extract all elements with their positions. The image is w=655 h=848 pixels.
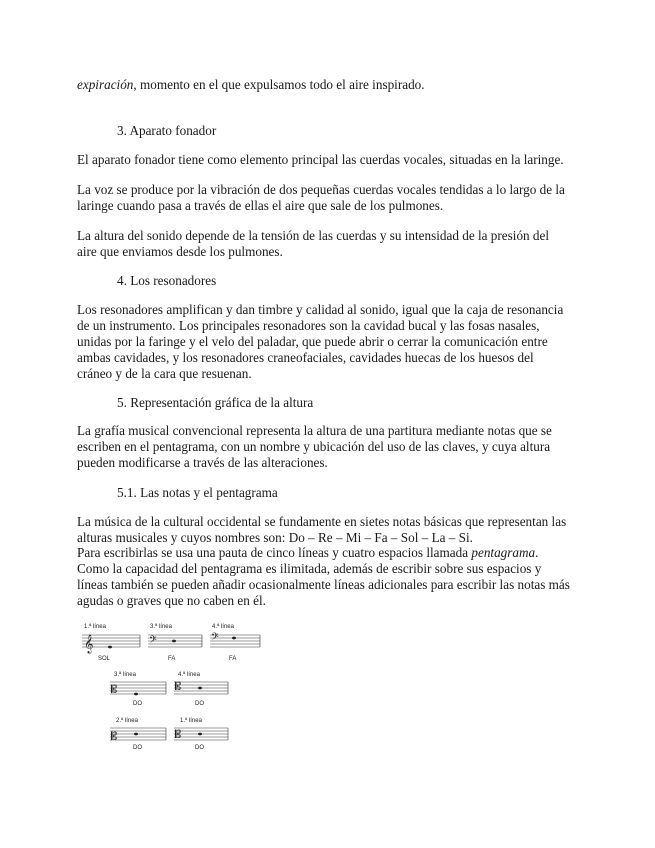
section5-p1-l2: escriben en el pentagrama, con un nombre y ubicación del uso de las claves, y cuya altura xyxy=(77,439,551,454)
section3-heading: 3. Aparato fonador xyxy=(117,123,217,138)
section4-p1-l1: Los resonadores amplifican y dan timbre y calidad al sonido, igual que la caja de resonancia xyxy=(77,302,564,317)
bass-clef-icon: 𝄢 xyxy=(149,634,157,648)
note-head xyxy=(198,733,202,736)
note-name: FA xyxy=(229,656,237,662)
intro-italic: expiración xyxy=(77,77,134,92)
stave-c-do2 xyxy=(110,717,166,751)
note-head xyxy=(134,733,138,736)
section4-p1-l3: unidas por la faringe y el velo del paladar, que puede abrir o cerrar la comunicación entre xyxy=(77,334,548,349)
section51-p3-l1: Como la capacidad del pentagrama es ilimitada, además de escribir sobre sus espacios y xyxy=(77,561,542,576)
intro-line xyxy=(77,77,425,93)
section51-p2-after: . xyxy=(535,545,539,560)
c-clef-icon: 𝄡 xyxy=(111,684,118,696)
stave-c-do4 xyxy=(174,671,228,707)
stave-label: 2.ª línea xyxy=(116,718,138,724)
note-head xyxy=(108,646,112,649)
section4-p1-l4: ambas cavidades, y los resonadores craneofaciales, cavidades huecas de los huesos del xyxy=(77,350,534,365)
note-head xyxy=(232,637,236,640)
c-clef-icon: 𝄡 xyxy=(111,731,118,743)
stave-bass-fa4 xyxy=(210,623,260,662)
note-name: FA xyxy=(168,656,176,662)
note-name: DO xyxy=(133,745,142,751)
section51-heading: 5.1. Las notas y el pentagrama xyxy=(117,485,278,500)
stave-label: 3.ª línea xyxy=(150,624,172,630)
section4-heading: 4. Los resonadores xyxy=(117,273,217,288)
section3-p2-l2: laringe cuando pasa a través de ellas el aire que sale de los pulmones. xyxy=(77,198,444,213)
section51-p1-l2: alturas musicales y cuyos nombres son: Do – Re – Mi – Fa – Sol – La – Si. xyxy=(77,530,473,545)
c-clef-icon: 𝄡 xyxy=(175,681,182,693)
stave-label: 1.ª línea xyxy=(180,718,202,724)
section4-p1-l5: cráneo y de la cara que resuenan. xyxy=(77,366,252,381)
section4-p1-l2: de un instrumento. Los principales resonadores son la cavidad bucal y las fosas nasales, xyxy=(77,318,540,333)
intro-rest: , momento en el que expulsamos todo el aire inspirado. xyxy=(133,77,425,92)
section51-p1-l1: La música de la cultural occidental se fundamente en sietes notas básicas que representan las xyxy=(77,514,567,529)
treble-clef-icon: 𝄞 xyxy=(84,636,94,653)
section5-p1-l1: La grafía musical convencional representa la altura de una partitura mediante notas que se xyxy=(77,423,552,438)
section3-p1: El aparato fonador tiene como elemento principal las cuerdas vocales, situadas en la laringe. xyxy=(77,152,564,167)
stave-treble-sol xyxy=(82,623,140,662)
stave-label: 1.ª línea xyxy=(84,624,106,630)
section3-p3-l2: aire que enviamos desde los pulmones. xyxy=(77,244,283,259)
note-head xyxy=(172,640,176,643)
note-name: DO xyxy=(133,701,142,707)
note-name: SOL xyxy=(98,656,111,662)
section51-p2-italic: pentagrama xyxy=(471,545,536,560)
note-head xyxy=(198,687,202,690)
section51-p2 xyxy=(77,545,538,561)
clef-figure xyxy=(78,618,268,758)
note-head xyxy=(134,693,138,696)
section5-heading: 5. Representación gráfica de la altura xyxy=(117,395,314,410)
note-name: DO xyxy=(195,745,204,751)
stave-label: 4.ª línea xyxy=(178,672,200,678)
stave-c-do1 xyxy=(174,717,228,751)
section5-p1-l3: pueden modificarse a través de las alteraciones. xyxy=(77,455,328,470)
stave-label: 3.ª línea xyxy=(114,672,136,678)
stave-c-do3 xyxy=(110,671,166,707)
section51-p3-l3: agudas o graves que no caben en él. xyxy=(77,593,266,608)
note-name: DO xyxy=(195,701,204,707)
section51-p3-l2: líneas también se pueden añadir ocasionalmente líneas adicionales para escribir las notas más xyxy=(77,577,570,592)
stave-bass-fa3 xyxy=(148,623,202,662)
section3-p3-l1: La altura del sonido depende de la tensión de las cuerdas y su intensidad de la presión del xyxy=(77,228,550,243)
stave-label: 4.ª línea xyxy=(212,624,234,630)
bass-clef-icon: 𝄢 xyxy=(211,631,219,645)
c-clef-icon: 𝄡 xyxy=(175,729,182,741)
section3-p2-l1: La voz se produce por la vibración de dos pequeñas cuerdas vocales tendidas a lo largo de la xyxy=(77,182,565,197)
section51-p2-before: Para escribirlas se usa una pauta de cinco líneas y cuatro espacios llamada xyxy=(77,545,472,560)
